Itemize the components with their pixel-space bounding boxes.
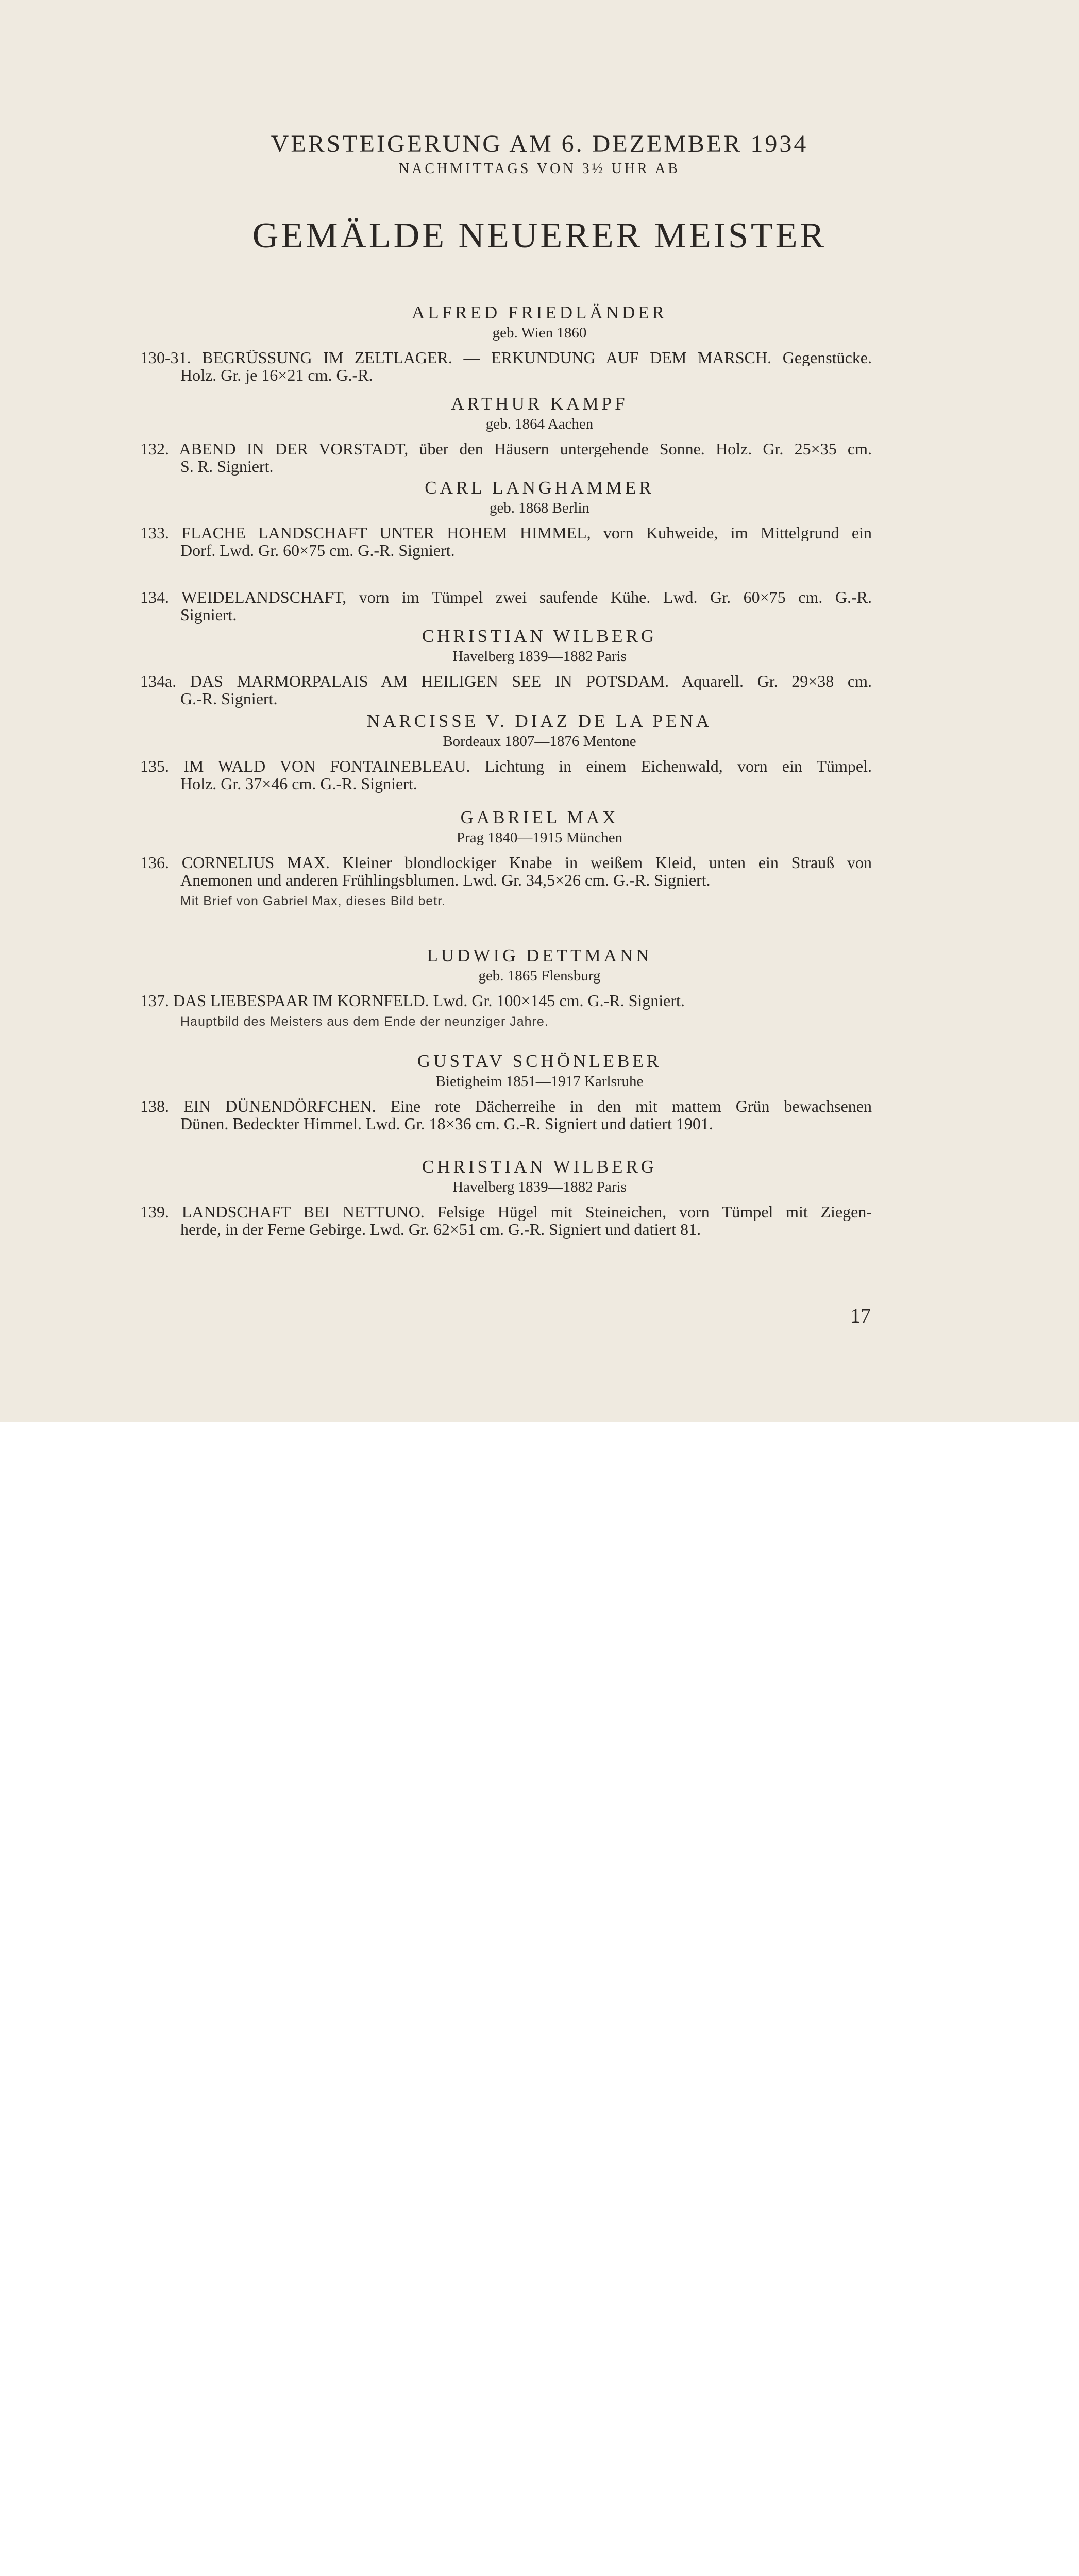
lot-description: 137. DAS LIEBESPAAR IM KORNFELD. Lwd. Gr. 100×145 cm. G.-R. Signiert. xyxy=(140,991,685,1010)
lot-entry xyxy=(140,854,872,889)
artist-name: CARL LANGHAMMER xyxy=(425,478,654,498)
page-number: 17 xyxy=(850,1304,871,1327)
lot-entry xyxy=(140,992,872,1009)
artist-name: GABRIEL MAX xyxy=(460,807,619,827)
artist-name: ARTHUR KAMPF xyxy=(451,394,628,414)
artist-name: LUDWIG DETTMANN xyxy=(427,945,652,965)
lot-entry xyxy=(140,1097,872,1132)
lot-note: Hauptbild des Meisters aus dem Ende der neunziger Jahre. xyxy=(180,1014,549,1029)
lot-entry xyxy=(140,440,872,475)
artist-bio: geb. Wien 1860 xyxy=(492,325,587,341)
lot-entry xyxy=(140,588,872,623)
catalog-section-title: GEMÄLDE NEUERER MEISTER xyxy=(252,216,827,256)
lot-description-continued: Dünen. Bedeckter Himmel. Lwd. Gr. 18×36 cm. G.-R. Signiert und datiert 1901. xyxy=(180,1114,713,1133)
artist-bio: Prag 1840—1915 München xyxy=(456,829,623,846)
artist-name: CHRISTIAN WILBERG xyxy=(422,626,657,646)
lot-description-continued: Holz. Gr. je 16×21 cm. G.-R. xyxy=(180,366,373,384)
artist-name: NARCISSE V. DIAZ DE LA PENA xyxy=(366,711,713,731)
lot-note: Mit Brief von Gabriel Max, dieses Bild betr. xyxy=(180,894,446,908)
artist-bio: Bordeaux 1807—1876 Mentone xyxy=(443,733,636,750)
artist-name: ALFRED FRIEDLÄNDER xyxy=(412,302,667,323)
lot-description-continued: Signiert. xyxy=(180,605,237,624)
artist-name: CHRISTIAN WILBERG xyxy=(422,1157,657,1177)
lot-entry xyxy=(140,757,872,792)
lot-entry xyxy=(140,672,872,707)
lot-entry xyxy=(140,1203,872,1238)
lot-description: 134a. DAS MARMORPALAIS AM HEILIGEN SEE IN POTSDAM. Aquarell. Gr. 29×38 cm. xyxy=(140,672,872,690)
lot-entry xyxy=(140,524,872,559)
lot-description: 139. LANDSCHAFT BEI NETTUNO. Felsige Hügel mit Steineichen, vorn Tümpel mit Ziegen- xyxy=(140,1203,872,1221)
lot-description: 138. EIN DÜNENDÖRFCHEN. Eine rote Dächerreihe in den mit mattem Grün bewachsenen xyxy=(140,1097,872,1115)
auction-time-subheading: NACHMITTAGS VON 3½ UHR AB xyxy=(398,161,681,177)
lot-description: 136. CORNELIUS MAX. Kleiner blondlockiger Knabe in weißem Kleid, unten ein Strauß von xyxy=(140,854,872,871)
lot-entry xyxy=(140,349,872,384)
auction-date-heading: VERSTEIGERUNG AM 6. DEZEMBER 1934 xyxy=(271,130,808,158)
lot-description-continued: S. R. Signiert. xyxy=(180,457,274,476)
footer xyxy=(0,1422,1079,1506)
lot-description-continued: Holz. Gr. 37×46 cm. G.-R. Signiert. xyxy=(180,774,417,793)
artist-bio: Havelberg 1839—1882 Paris xyxy=(452,648,627,665)
lot-description-continued: Dorf. Lwd. Gr. 60×75 cm. G.-R. Signiert. xyxy=(180,541,455,560)
lot-description: 135. IM WALD VON FONTAINEBLEAU. Lichtung in einem Eichenwald, vorn ein Tümpel. xyxy=(140,757,872,775)
lot-description: 130-31. BEGRÜSSUNG IM ZELTLAGER. — ERKUNDUNG AUF DEM MARSCH. Gegenstücke. xyxy=(140,349,872,366)
artist-bio: Havelberg 1839—1882 Paris xyxy=(452,1179,627,1195)
lot-description: 132. ABEND IN DER VORSTADT, über den Häusern untergehende Sonne. Holz. Gr. 25×35 cm. xyxy=(140,440,872,457)
lot-description-continued: herde, in der Ferne Gebirge. Lwd. Gr. 62×51 cm. G.-R. Signiert und datiert 81. xyxy=(180,1220,701,1239)
lot-description: 133. FLACHE LANDSCHAFT UNTER HOHEM HIMMEL, vorn Kuhweide, im Mittelgrund ein xyxy=(140,524,872,541)
artist-bio: geb. 1868 Berlin xyxy=(489,500,590,516)
artist-name: GUSTAV SCHÖNLEBER xyxy=(417,1051,662,1071)
lot-description-continued: Anemonen und anderen Frühlingsblumen. Lwd. Gr. 34,5×26 cm. G.-R. Signiert. xyxy=(180,871,711,889)
artist-bio: geb. 1865 Flensburg xyxy=(478,968,601,984)
artist-bio: geb. 1864 Aachen xyxy=(485,416,594,432)
artist-bio: Bietigheim 1851—1917 Karlsruhe xyxy=(435,1073,644,1090)
lot-description-continued: G.-R. Signiert. xyxy=(180,689,278,708)
lot-description: 134. WEIDELANDSCHAFT, vorn im Tümpel zwei saufende Kühe. Lwd. Gr. 60×75 cm. G.-R. xyxy=(140,588,872,606)
